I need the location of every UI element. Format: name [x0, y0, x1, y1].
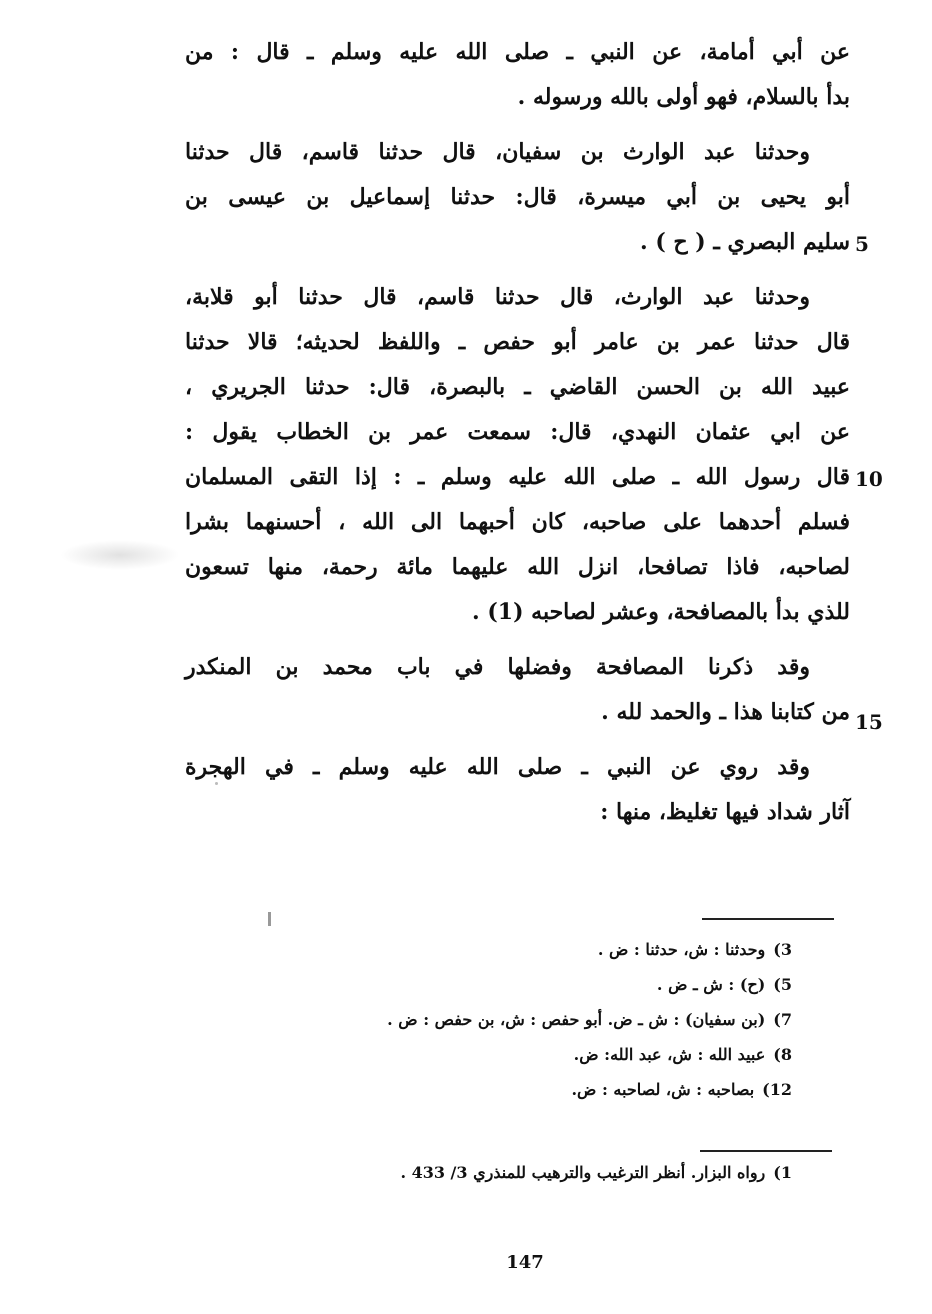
- text-line: قال رسول الله ـ صلى الله عليه وسلم ـ : إذا التقى المسلمان: [185, 464, 850, 490]
- text-line: وحدثنا عبد الوارث، قال حدثنا قاسم، قال حدثنا أبو قلابة،: [185, 284, 810, 310]
- scan-dot: [215, 782, 218, 785]
- text-line: وحدثنا عبد الوارث بن سفيان، قال حدثنا قاسم، قال حدثنا: [185, 139, 810, 165]
- variant-note: [387, 1037, 792, 1072]
- text-line: بدأ بالسلام، فهو أولى بالله ورسوله .: [517, 84, 850, 110]
- footnote-separator: [700, 1150, 832, 1152]
- note-text: عبيد الله : ش، عبد الله: ض.: [573, 1045, 766, 1064]
- note-number: 3): [773, 940, 792, 959]
- text-line: للذي بدأ بالمصافحة، وعشر لصاحبه (1) .: [472, 599, 850, 625]
- variant-note: [387, 1072, 792, 1107]
- paragraph-2: [185, 130, 850, 265]
- paragraph-4: [185, 645, 850, 735]
- scan-noise: [60, 540, 180, 570]
- text-line: أبو يحيى بن أبي ميسرة، قال: حدثنا إسماعيل بن عيسى بن: [185, 184, 850, 210]
- text-line: سليم البصري ـ ( ح ) .: [640, 229, 850, 255]
- text-line: فسلم أحدهما على صاحبه، كان أحبهما الى الله ، أحسنهما بشرا: [185, 509, 850, 535]
- note-text: وحدثنا : ش، حدثنا : ض .: [597, 940, 766, 959]
- line-number-15: 15: [855, 710, 883, 734]
- text-line: قال حدثنا عمر بن عامر أبو حفص ـ واللفظ لحديثه؛ قالا حدثنا: [185, 329, 850, 355]
- text-line: وقد ذكرنا المصافحة وفضلها في باب محمد بن المنكدر: [185, 654, 810, 680]
- notes-separator: [702, 918, 834, 920]
- paragraph-1: [185, 30, 850, 120]
- variant-note: [387, 1002, 792, 1037]
- text-line: عبيد الله بن الحسن القاضي ـ بالبصرة، قال: حدثنا الجريري ،: [185, 374, 850, 400]
- variant-notes: [387, 932, 792, 1107]
- line-number-5: 5: [855, 232, 869, 256]
- note-number: 8): [773, 1045, 792, 1064]
- text-line: عن أبي أمامة، عن النبي ـ صلى الله عليه وسلم ـ قال : من: [185, 39, 850, 65]
- text-line: لصاحبه، فاذا تصافحا، انزل الله عليهما مائة رحمة، منها تسعون: [185, 554, 850, 580]
- line-number-10: 10: [855, 467, 883, 491]
- note-text: (ح) : ش ـ ض .: [656, 975, 766, 994]
- paragraph-5: [185, 745, 850, 835]
- variant-note: [387, 932, 792, 967]
- scan-mark: [268, 912, 271, 926]
- note-number: 7): [773, 1010, 792, 1029]
- note-text: (بن سفيان) : ش ـ ض. أبو حفص : ش، بن حفص : ض .: [387, 1010, 766, 1029]
- text-line: عن ابي عثمان النهدي، قال: سمعت عمر بن الخطاب يقول :: [185, 419, 850, 445]
- note-number: 12): [762, 1080, 792, 1099]
- note-number: 5): [773, 975, 792, 994]
- page-number: 147: [506, 1252, 544, 1273]
- main-text: [185, 30, 850, 845]
- footnote-number: 1): [773, 1163, 792, 1182]
- note-text: بصاحبه : ش، لصاحبه : ض.: [571, 1080, 755, 1099]
- footnote: [400, 1163, 792, 1182]
- text-line: من كتابنا هذا ـ والحمد لله .: [601, 699, 850, 725]
- variant-note: [387, 967, 792, 1002]
- footnote-text: رواه البزار. أنظر الترغيب والترهيب للمنذري 3/ 433 .: [400, 1163, 766, 1182]
- paragraph-3: [185, 275, 850, 635]
- text-line: آثار شداد فيها تغليظ، منها :: [600, 799, 850, 825]
- text-line: وقد روي عن النبي ـ صلى الله عليه وسلم ـ في الهجرة: [185, 754, 810, 780]
